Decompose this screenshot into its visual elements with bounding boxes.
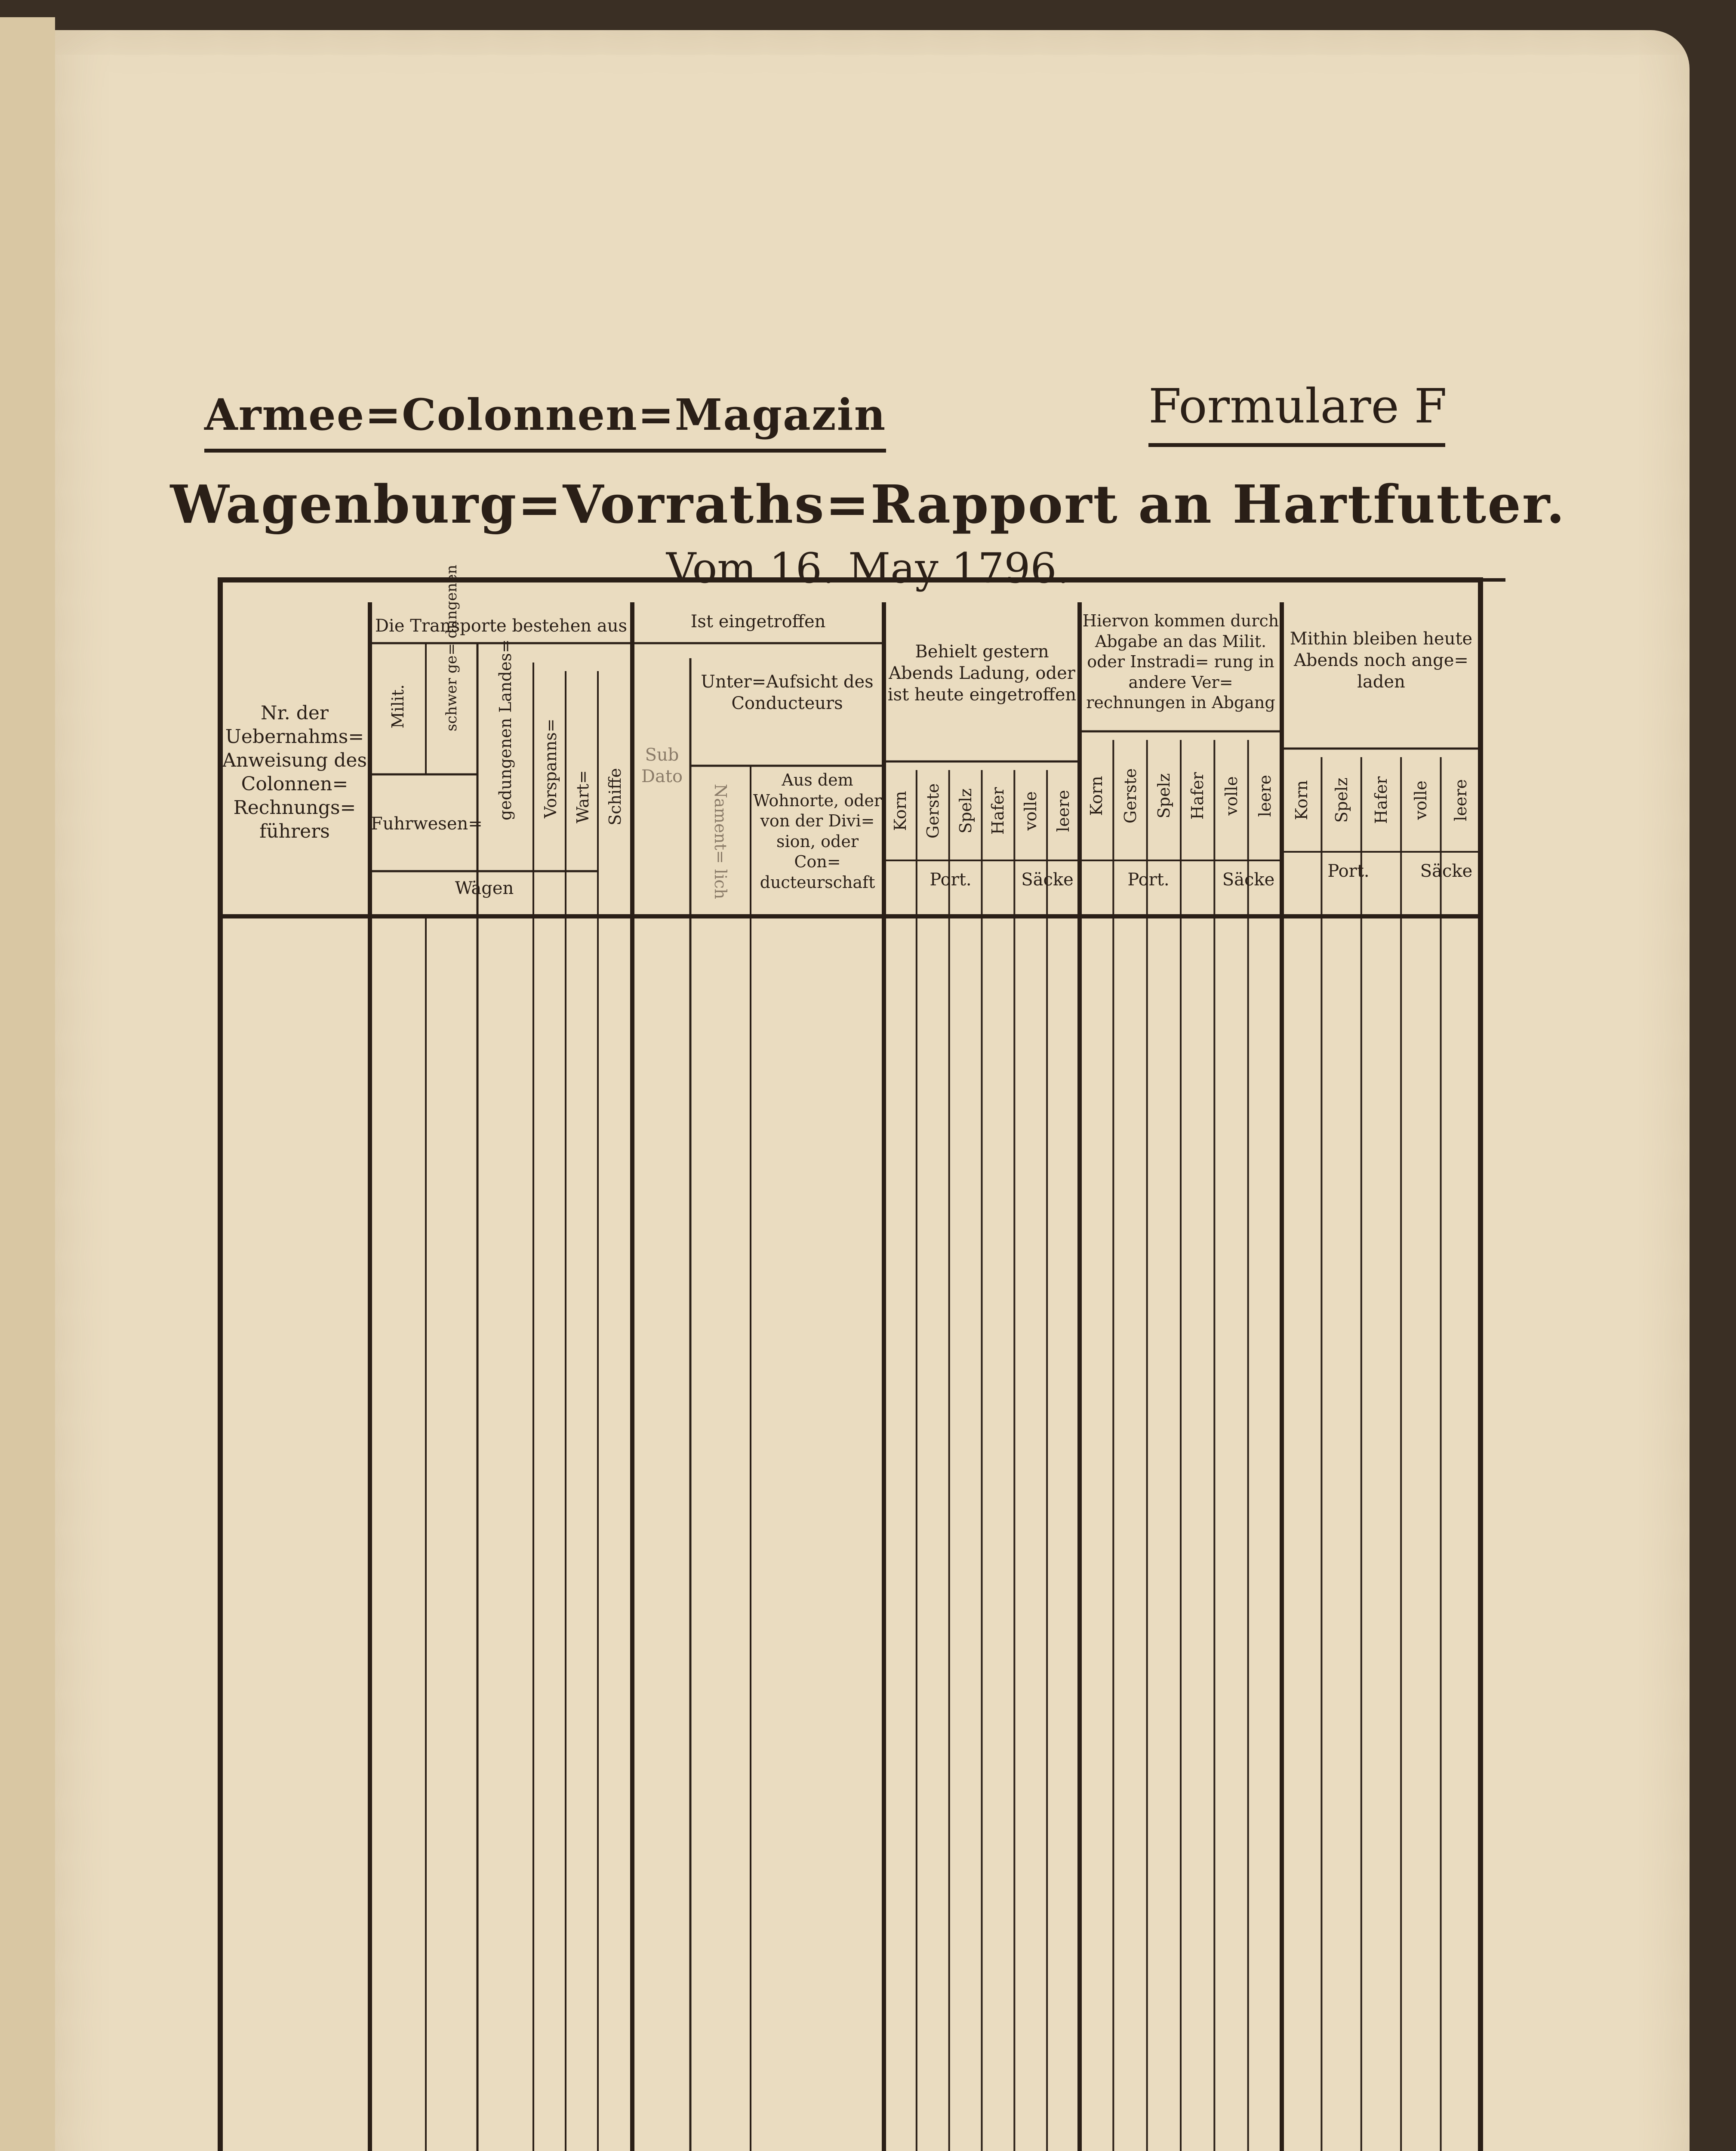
sub-column-label: Korn: [1292, 780, 1311, 820]
hiervon-header: Hiervon kommen durch Abgabe an das Milit. oder Instradi= rung in andere Ver= rechnungen in Abgang: [1082, 611, 1279, 712]
unter-aufsicht-header: Unter=Aufsicht des Conducteurs: [701, 672, 874, 713]
transporte-header: Die Transporte bestehen aus: [375, 616, 628, 636]
sub-column-label: Gerste: [923, 783, 942, 839]
sub-column-label: Spelz: [956, 788, 975, 834]
wart-header: Wart=: [573, 770, 592, 823]
sub-column-label: volle: [1021, 791, 1040, 831]
sub-column-label: leere: [1451, 779, 1470, 821]
gedungenen-header: gedungenen Landes=: [496, 639, 515, 820]
vorspanns-header: Vorspanns=: [541, 718, 560, 818]
form-title: Wagenburg=Vorraths=Rapport an Hartfutter.: [170, 473, 1566, 535]
namentlich-header: Nament= lich: [711, 784, 730, 900]
header-right: Formulare F: [1148, 379, 1445, 447]
sub-column-label: Hafer: [1372, 776, 1391, 824]
aus-dem-header: Aus dem Wohnorte, oder von der Divi= sion, oder Con= ducteurschaft: [753, 770, 882, 892]
sub-column-label: Hafer: [1188, 772, 1207, 820]
saecke-label-a: Säcke: [1021, 870, 1074, 890]
sub-dato-header: Sub Dato: [641, 745, 683, 786]
sub-column-label: leere: [1054, 790, 1073, 832]
sub-column-label: Hafer: [988, 787, 1008, 835]
sub-column-label: volle: [1222, 776, 1241, 816]
sub-column-label: leere: [1255, 775, 1274, 817]
port-label-c: Port.: [1327, 861, 1370, 881]
schiffe-header: Schiffe: [606, 768, 625, 826]
saecke-label-c: Säcke: [1420, 861, 1473, 881]
sub-column-label: volle: [1411, 780, 1431, 820]
behielt-header: Behielt gestern Abends Ladung, oder ist heute eingetroffen: [887, 642, 1077, 705]
schwer-header: [443, 680, 460, 731]
header-left: Armee=Colonnen=Magazin: [204, 389, 886, 453]
sub-column-label: Gerste: [1120, 768, 1140, 824]
port-label-b: Port.: [1127, 870, 1170, 890]
sub-column-label: Spelz: [1332, 777, 1351, 823]
form-date: Vom 16. May 1796.: [666, 544, 1070, 592]
ist-eingetroffen-header: Ist eingetroffen: [690, 612, 826, 632]
sub-column-label: Spelz: [1154, 773, 1173, 819]
sub-column-label: Korn: [890, 791, 910, 831]
col-nr-header: Nr. der Uebernahms= Anweisung des Colonnen= Rechnungs= führers: [222, 702, 367, 842]
sub-column-label: Korn: [1087, 776, 1106, 816]
port-label-a: Port.: [930, 870, 972, 890]
mithin-header: Mithin bleiben heute Abends noch ange= laden: [1290, 629, 1473, 692]
saecke-label-b: Säcke: [1222, 870, 1275, 890]
waegen-header: Wägen: [455, 878, 514, 898]
milit-header: Milit.: [388, 684, 407, 729]
fuhrwesen-header: Fuhrwesen=: [371, 814, 483, 834]
